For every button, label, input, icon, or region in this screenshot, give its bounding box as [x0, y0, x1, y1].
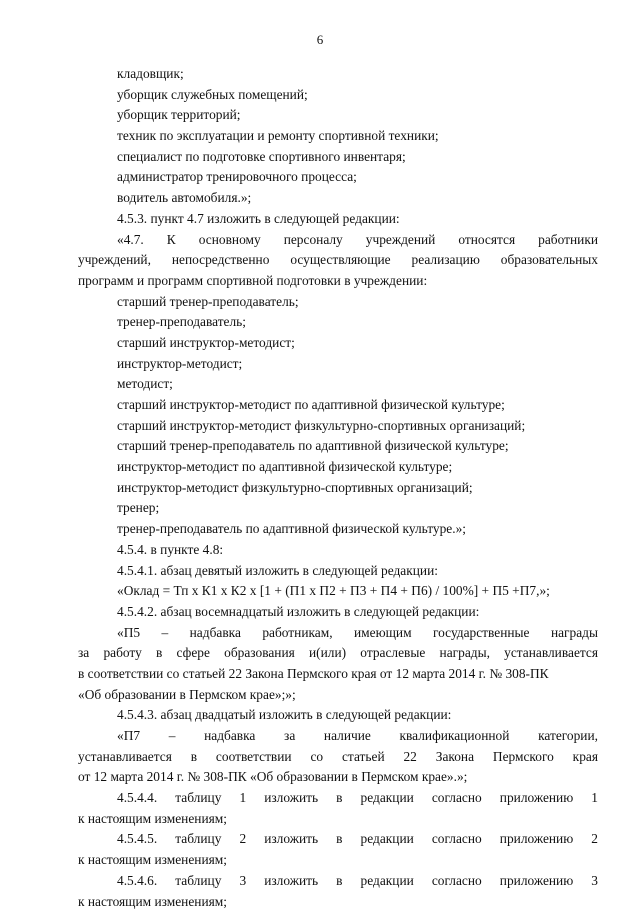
text-line: в соответствии со статьей 22 Закона Пермского края от 12 марта 2014 г. № 308-ПК — [78, 664, 598, 685]
text-line: инструктор-методист по адаптивной физической культуре; — [78, 457, 598, 478]
text-line: 4.5.4.4. таблицу 1 изложить в редакции согласно приложению 1 — [78, 788, 598, 809]
text-line: инструктор-методист физкультурно-спортивных организаций; — [78, 478, 598, 499]
text-line: уборщик служебных помещений; — [78, 85, 598, 106]
text-line: старший тренер-преподаватель по адаптивной физической культуре; — [78, 436, 598, 457]
text-line: учреждений, непосредственно осуществляющие реализацию образовательных — [78, 250, 598, 271]
page-number: 6 — [0, 32, 640, 48]
text-line: программ и программ спортивной подготовки в учреждении: — [78, 271, 598, 292]
text-line: методист; — [78, 374, 598, 395]
text-line: «П5 – надбавка работникам, имеющим государственные награды — [78, 623, 598, 644]
text-line: старший тренер-преподаватель; — [78, 292, 598, 313]
text-line: за работу в сфере образования и(или) отраслевые награды, устанавливается — [78, 643, 598, 664]
text-line: 4.5.4.2. абзац восемнадцатый изложить в следующей редакции: — [78, 602, 598, 623]
text-line: старший инструктор-методист физкультурно-спортивных организаций; — [78, 416, 598, 437]
text-line: 4.5.4.3. абзац двадцатый изложить в следующей редакции: — [78, 705, 598, 726]
text-line: уборщик территорий; — [78, 105, 598, 126]
text-line: старший инструктор-методист по адаптивной физической культуре; — [78, 395, 598, 416]
text-line: 4.5.4. в пункте 4.8: — [78, 540, 598, 561]
text-line: «4.7. К основному персоналу учреждений относятся работники — [78, 230, 598, 251]
text-line: устанавливается в соответствии со статьей 22 Закона Пермского края — [78, 747, 598, 768]
text-line: 4.5.4.5. таблицу 2 изложить в редакции согласно приложению 2 — [78, 829, 598, 850]
text-line: к настоящим изменениям; — [78, 809, 598, 830]
text-line: кладовщик; — [78, 64, 598, 85]
text-line: старший инструктор-методист; — [78, 333, 598, 354]
text-line: тренер; — [78, 498, 598, 519]
text-line: от 12 марта 2014 г. № 308-ПК «Об образовании в Пермском крае».»; — [78, 767, 598, 788]
text-line: к настоящим изменениям; — [78, 850, 598, 871]
text-line: к настоящим изменениям; — [78, 892, 598, 912]
text-line: 4.5.4.6. таблицу 3 изложить в редакции согласно приложению 3 — [78, 871, 598, 892]
text-line: администратор тренировочного процесса; — [78, 167, 598, 188]
text-line: водитель автомобиля.»; — [78, 188, 598, 209]
text-line: инструктор-методист; — [78, 354, 598, 375]
text-line: специалист по подготовке спортивного инвентаря; — [78, 147, 598, 168]
text-line: «Об образовании в Пермском крае»;»; — [78, 685, 598, 706]
text-line: «П7 – надбавка за наличие квалификационной категории, — [78, 726, 598, 747]
document-body — [78, 64, 598, 912]
text-line: «Оклад = Тп х К1 х К2 х [1 + (П1 х П2 + П3 + П4 + П6) / 100%] + П5 +П7,»; — [78, 581, 598, 602]
text-line: тренер-преподаватель по адаптивной физической культуре.»; — [78, 519, 598, 540]
text-line: техник по эксплуатации и ремонту спортивной техники; — [78, 126, 598, 147]
text-line: тренер-преподаватель; — [78, 312, 598, 333]
text-line: 4.5.3. пункт 4.7 изложить в следующей редакции: — [78, 209, 598, 230]
text-line: 4.5.4.1. абзац девятый изложить в следующей редакции: — [78, 561, 598, 582]
